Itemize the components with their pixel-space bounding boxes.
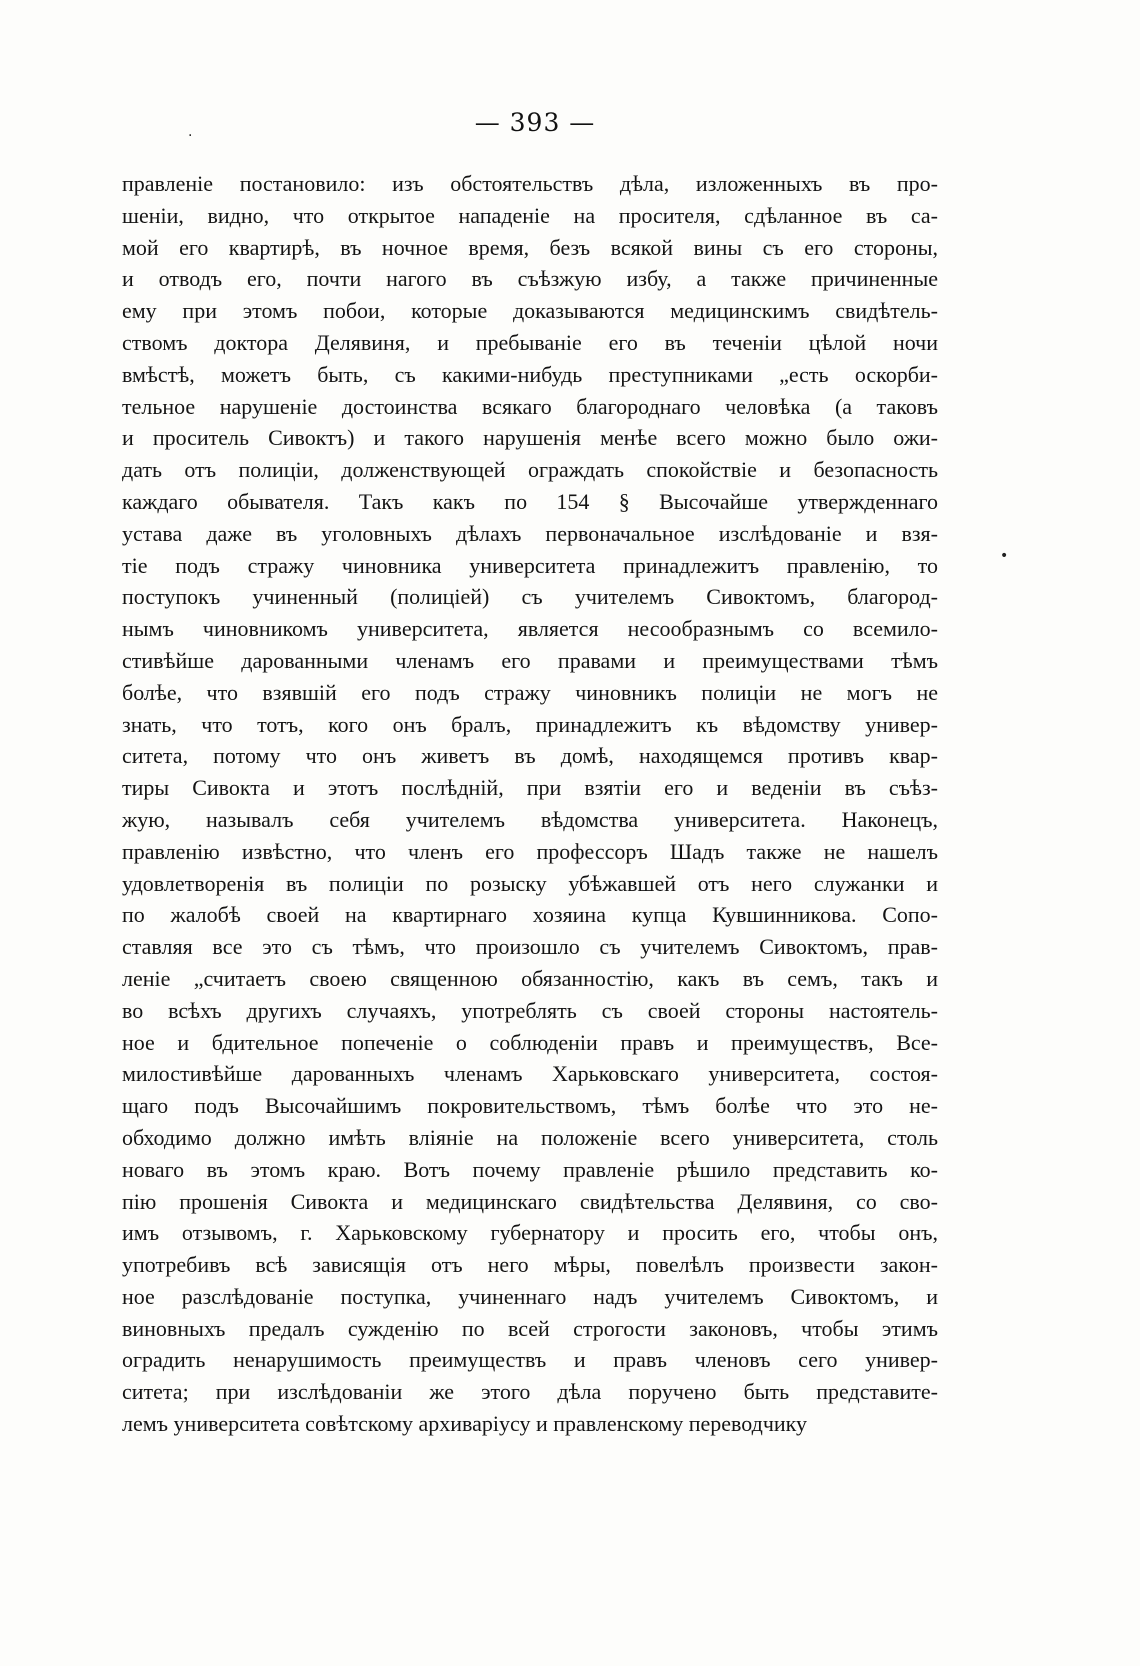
text-line: жую, называлъ себя учителемъ вѣдомства университета. Наконецъ, (122, 806, 938, 832)
text-line: поступокъ учиненный (полиціей) съ учителемъ Сивоктомъ, благород- (122, 584, 938, 610)
text-line: виновныхъ предалъ сужденію по всей строгости законовъ, чтобы этимъ (122, 1315, 938, 1341)
text-line: мой его квартирѣ, въ ночное время, безъ всякой вины съ его стороны, (122, 234, 938, 260)
text-line: ставляя все это съ тѣмъ, что произошло съ учителемъ Сивоктомъ, прав- (122, 934, 938, 960)
text-line: леніе „считаетъ своею священною обязанностію, какъ въ семъ, такъ и (122, 965, 938, 991)
text-line: по жалобѣ своей на квартирнаго хозяина купца Кувшинникова. Сопо- (122, 902, 938, 928)
text-line: и проситель Сивоктъ) и такого нарушенія менѣе всего можно было ожи- (122, 425, 938, 451)
text-line: тельное нарушеніе достоинства всякаго благороднаго человѣка (а таковъ (122, 393, 938, 419)
text-line: и отводъ его, почти нагого въ съѣзжую избу, а также причиненные (122, 266, 938, 292)
text-line: ствомъ доктора Делявиня, и пребываніе его въ теченіи цѣлой ночи (122, 329, 938, 355)
text-line: обходимо должно имѣть вліяніе на положеніе всего университета, столь (122, 1124, 938, 1150)
text-line: шеніи, видно, что открытое нападеніе на просителя, сдѣланное въ са- (122, 202, 938, 228)
margin-speck: • (1000, 548, 1009, 564)
margin-speck: · (188, 128, 193, 144)
text-line: болѣе, что взявшій его подъ стражу чиновникъ полиціи не могъ не (122, 679, 938, 705)
text-line: ное и бдительное попеченіе о соблюденіи правъ и преимуществъ, Все- (122, 1029, 938, 1055)
text-line: тиры Сивокта и этотъ послѣдній, при взятіи его и веденіи въ съѣз- (122, 775, 938, 801)
text-line: новаго въ этомъ краю. Вотъ почему правленіе рѣшило представить ко- (122, 1156, 938, 1182)
text-line: устава даже въ уголовныхъ дѣлахъ первоначальное изслѣдованіе и взя- (122, 520, 938, 546)
text-line: правленіе постановило: изъ обстоятельствъ дѣла, изложенныхъ въ про- (122, 171, 938, 196)
text-line: лемъ университета совѣтскому архиваріусу и правленскому переводчику (122, 1411, 808, 1437)
text-line: употребивъ всѣ зависящія отъ него мѣры, повелѣлъ произвести закон- (122, 1252, 938, 1278)
text-line: знать, что тотъ, кого онъ бралъ, принадлежитъ къ вѣдомству универ- (122, 711, 938, 737)
text-line: тіе подъ стражу чиновника университета принадлежитъ правленію, то (122, 552, 938, 578)
text-line: милостивѣйше дарованныхъ членамъ Харьковскаго университета, состоя- (122, 1061, 938, 1087)
body-text (122, 168, 938, 1440)
text-line: во всѣхъ другихъ случаяхъ, употреблять съ своей стороны настоятель- (122, 997, 938, 1023)
text-line: ситета, потому что онъ живетъ въ домѣ, находящемся противъ квар- (122, 743, 938, 769)
text-line: каждаго обывателя. Такъ какъ по 154 § Высочайше утвержденнаго (122, 488, 938, 514)
text-line: имъ отзывомъ, г. Харьковскому губернатору и просить его, чтобы онъ, (122, 1220, 938, 1246)
text-line: дать отъ полиціи, долженствующей ограждать спокойствіе и безопасность (122, 457, 938, 483)
page-number: — 393 — (474, 108, 596, 137)
text-line: оградить ненарушимость преимуществъ и правъ членовъ сего универ- (122, 1347, 938, 1373)
text-line: нымъ чиновникомъ университета, является несообразнымъ со всемило- (122, 616, 938, 642)
text-line: ситета; при изслѣдованіи же этого дѣла поручено быть представите- (122, 1379, 938, 1405)
text-line: стивѣйше дарованными членамъ его правами и преимуществами тѣмъ (122, 647, 938, 673)
text-line: ное разслѣдованіе поступка, учиненнаго надъ учителемъ Сивоктомъ, и (122, 1283, 938, 1309)
text-line: вмѣстѣ, можетъ быть, съ какими-нибудь преступниками „есть оскорби- (122, 361, 938, 387)
text-line: ему при этомъ побои, которые доказываются медицинскимъ свидѣтель- (122, 298, 938, 324)
text-line: пію прошенія Сивокта и медицинскаго свидѣтельства Делявиня, со сво- (122, 1188, 938, 1214)
text-line: правленію извѣстно, что членъ его профессоръ Шадъ также не нашелъ (122, 838, 938, 864)
text-line: щаго подъ Высочайшимъ покровительствомъ, тѣмъ болѣе что это не- (122, 1093, 938, 1119)
text-line: удовлетворенія въ полиціи по розыску убѣжавшей отъ него служанки и (122, 870, 938, 896)
